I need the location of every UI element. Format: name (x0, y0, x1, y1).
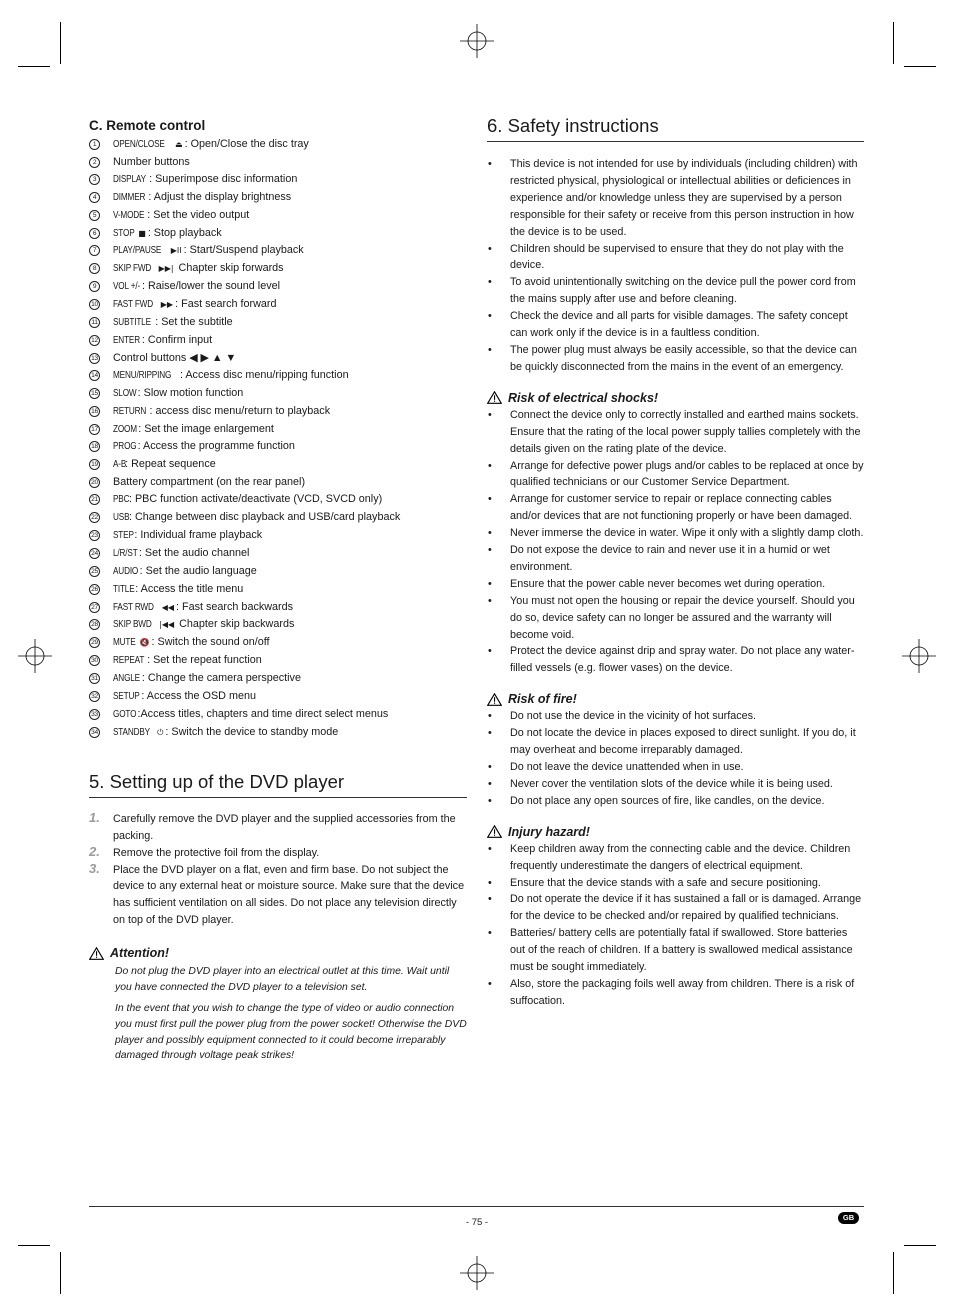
crop-mark (60, 22, 61, 64)
button-key-name: USB (113, 512, 130, 524)
injury-heading (487, 825, 864, 839)
button-key-name: SUBTITLE (113, 317, 151, 329)
attention-heading (89, 946, 467, 960)
remote-control-item (89, 136, 467, 154)
item-description: : Set the subtitle (155, 316, 233, 329)
item-number: 19 (89, 459, 100, 470)
setup-section-title: 5. Setting up of the DVD player (89, 771, 467, 798)
item-description: : Adjust the display brightness (148, 190, 292, 203)
item-number: 20 (89, 477, 100, 488)
item-description: : Change between disc playback and USB/card playback (128, 511, 401, 524)
left-column (89, 118, 467, 1064)
remote-control-item (89, 438, 467, 456)
step-text: Carefully remove the DVD player and the supplied accessories from the packing. (113, 812, 456, 842)
item-description: : Fast search forward (175, 298, 277, 311)
attention-paragraph: Do not plug the DVD player into an electrical outlet at this time. Wait until you have connected the DVD player to a television set. (115, 966, 450, 993)
item-description: Number buttons (113, 155, 190, 168)
item-number: 34 (89, 727, 100, 738)
remote-control-item (89, 242, 467, 260)
button-key-name: PLAY/PAUSE (113, 245, 162, 257)
item-description: : Set the image enlargement (138, 422, 274, 435)
item-number: 2 (89, 157, 100, 168)
safety-bullet: • This device is not intended for use by individuals (including children) with restricted physical, physiological or intellectual abilities or deficiences in experience and/or knowledge unless they are supervised by a person responsible for their safety or receive from this person instruction in how the device is to be used. (487, 156, 864, 241)
item-description: : Open/Close the disc tray (184, 138, 309, 150)
fire-heading (487, 692, 864, 706)
button-key-name: PBC (113, 494, 130, 506)
warning-triangle-icon (487, 693, 502, 706)
button-symbol-icon: ▶▶| (158, 264, 174, 274)
safety-bullet: • Also, store the packaging foils well away from children. There is a risk of suffocation. (487, 976, 864, 1010)
item-number: 17 (89, 424, 100, 435)
button-key-name: ENTER (113, 334, 140, 346)
safety-bullet: • Arrange for defective power plugs and/or cables to be replaced at once by qualified technicians or our Customer Service Department. (487, 458, 864, 492)
remote-control-item (89, 385, 467, 403)
button-key-name: SETUP (113, 691, 140, 703)
attention-text (89, 964, 467, 1064)
remote-control-item (89, 367, 467, 385)
button-key-name: MENU/RIPPING (113, 369, 172, 381)
safety-bullet: • Do not place any open sources of fire, like candles, on the device. (487, 793, 864, 810)
electrical-safety-list (487, 407, 864, 678)
safety-bullet: • Do not operate the device if it has sustained a fall or is damaged. Arrange for the device to be checked and/or repaired by qualified technicians. (487, 891, 864, 925)
item-number: 6 (89, 228, 100, 239)
button-key-name: SLOW (113, 387, 137, 399)
step-number: 1. (89, 809, 100, 825)
footer-divider (89, 1206, 864, 1207)
item-number: 13 (89, 353, 100, 364)
safety-bullet: • Check the device and all parts for visible damages. The safety concept can work only if the device is in a faultless condition. (487, 308, 864, 342)
button-key-name: MUTE (113, 637, 136, 649)
setup-step (89, 845, 467, 862)
item-description: : Set the audio language (139, 564, 257, 577)
setup-step (89, 862, 467, 930)
remote-control-list (89, 136, 467, 742)
item-number: 23 (89, 530, 100, 541)
button-key-name: STANDBY (113, 726, 150, 738)
item-number: 1 (89, 139, 100, 150)
item-number: 7 (89, 245, 100, 256)
step-text: Place the DVD player on a flat, even and firm base. Do not subject the device to any external heat or moisture source. Make sure that the device has sufficient ventilation on all sides. Do not place any television directly on top of the DVD player. (113, 863, 465, 927)
remote-control-item (89, 314, 467, 332)
safety-bullet: • Never cover the ventilation slots of the device while it is being used. (487, 776, 864, 793)
item-number: 5 (89, 210, 100, 221)
attention-label: Attention! (110, 946, 170, 961)
button-key-name: SKIP BWD (113, 619, 152, 631)
item-description: : Stop playback (147, 226, 222, 239)
warning-triangle-icon (487, 391, 502, 404)
button-key-name: TITLE (113, 583, 135, 595)
button-key-name: STOP (113, 227, 135, 239)
language-badge: GB (838, 1212, 859, 1224)
item-description: Chapter skip backwards (176, 618, 295, 631)
button-key-name: AUDIO (113, 565, 139, 577)
remote-control-item (89, 260, 467, 278)
remote-control-item (89, 652, 467, 670)
item-description: : Individual frame playback (134, 528, 263, 541)
item-number: 31 (89, 673, 100, 684)
item-description: : Set the repeat function (147, 654, 262, 667)
item-description: : Set the audio channel (138, 546, 250, 559)
setup-steps (89, 811, 467, 929)
crop-mark (18, 1245, 50, 1246)
remote-control-item (89, 421, 467, 439)
button-key-name: DISPLAY (113, 173, 146, 185)
page-number: - 75 - (465, 1217, 489, 1228)
item-number: 33 (89, 709, 100, 720)
warning-triangle-icon (487, 825, 502, 838)
crop-mark (18, 66, 50, 67)
item-description: :Access titles, chapters and time direct select menus (137, 708, 389, 720)
safety-bullet: • Do not locate the device in places exposed to direct sunlight. If you do, it may overheat and become irreparably damaged. (487, 725, 864, 759)
attention-paragraph: In the event that you wish to change the type of video or audio connection you must first pull the power plug from the power socket! Otherwise the DVD player and possibly equipment connected to it could become irreparably damaged through voltage peak strikes! (115, 1003, 467, 1062)
remote-control-item (89, 563, 467, 581)
button-key-name: L/R/ST (113, 547, 138, 559)
button-key-name: REPEAT (113, 655, 145, 667)
item-description: Control buttons ◀ ▶ ▲ ▼ (113, 351, 237, 364)
button-key-name: SKIP FWD (113, 263, 152, 275)
item-description: : Confirm input (141, 333, 213, 346)
remote-control-item (89, 189, 467, 207)
crop-mark (904, 1245, 936, 1246)
registration-mark (460, 1256, 494, 1290)
item-number: 30 (89, 655, 100, 666)
safety-bullet: • The power plug must always be easily accessible, so that the device can be quickly disconnected from the mains in the event of an emergency. (487, 342, 864, 376)
button-key-name: GOTO (113, 709, 137, 720)
remote-control-item (89, 724, 467, 742)
button-symbol-icon: ⏻ (157, 727, 164, 737)
item-description: : Slow motion function (137, 386, 244, 399)
safety-bullet: • You must not open the housing or repair the device yourself. Should you do so, device safety can no longer be assured and the warranty will become void. (487, 593, 864, 644)
remote-control-item (89, 456, 467, 474)
item-description: Chapter skip forwards (175, 262, 284, 275)
crop-mark (60, 1252, 61, 1294)
button-key-name: ANGLE (113, 673, 140, 685)
item-description: : Switch the sound on/off (151, 636, 270, 649)
remote-control-item (89, 225, 467, 243)
injury-safety-list (487, 841, 864, 1010)
electrical-label: Risk of electrical shocks! (508, 390, 659, 405)
item-description: : Raise/lower the sound level (141, 280, 281, 293)
remote-control-item (89, 171, 467, 189)
item-number: 29 (89, 637, 100, 648)
remote-control-item (89, 509, 467, 527)
safety-bullet: • Batteries/ battery cells are potentially fatal if swallowed. Store batteries out of the reach of children. If a battery is swallowed medical assistance must be sought immediately. (487, 925, 864, 976)
right-column (487, 115, 864, 1010)
item-number: 25 (89, 566, 100, 577)
item-number: 4 (89, 192, 100, 203)
remote-control-item (89, 634, 467, 652)
remote-control-item (89, 545, 467, 563)
button-key-name: DIMMER (113, 191, 146, 203)
step-number: 3. (89, 860, 100, 876)
setup-step (89, 811, 467, 845)
button-key-name: V-MODE (113, 209, 145, 221)
warning-triangle-icon (89, 947, 104, 960)
crop-mark (893, 22, 894, 64)
item-description: : Change the camera perspective (141, 672, 301, 685)
item-description: : Access disc menu/ripping function (179, 368, 349, 381)
general-safety-list (487, 156, 864, 376)
item-description: : Access the OSD menu (141, 690, 256, 703)
item-description: : Repeat sequence (125, 458, 216, 471)
button-symbol-icon: ■ (138, 228, 146, 238)
safety-bullet: • Children should be supervised to ensure that they do not play with the device. (487, 241, 864, 275)
safety-bullet: • Protect the device against drip and spray water. Do not place any water-filled vessels (e.g. flower vases) on the device. (487, 643, 864, 677)
safety-bullet: • To avoid unintentionally switching on the device pull the power cord from the mains supply after use and before cleaning. (487, 274, 864, 308)
safety-bullet: • Do not leave the device unattended when in use. (487, 759, 864, 776)
item-description: : PBC function activate/deactivate (VCD, SVCD only) (128, 493, 383, 506)
remote-control-item (89, 706, 467, 724)
button-symbol-icon: ▶▶ (160, 300, 174, 310)
item-number: 10 (89, 299, 100, 310)
item-number: 3 (89, 174, 100, 185)
safety-bullet: • Arrange for customer service to repair or replace connecting cables and/or devices that are not functioning properly or have been damaged. (487, 491, 864, 525)
step-text: Remove the protective foil from the display. (113, 846, 320, 859)
button-symbol-icon: ⏏ (175, 140, 183, 149)
remote-control-item (89, 491, 467, 509)
remote-control-item (89, 527, 467, 545)
remote-control-item (89, 207, 467, 225)
item-description: : Access the programme function (137, 440, 295, 453)
remote-control-item (89, 670, 467, 688)
remote-control-item (89, 154, 467, 171)
fire-label: Risk of fire! (508, 692, 577, 707)
button-key-name: OPEN/CLOSE (113, 139, 165, 150)
button-key-name: RETURN (113, 405, 147, 417)
item-description: : Superimpose disc information (149, 172, 298, 185)
button-key-name: STEP (113, 529, 134, 541)
button-key-name: PROG (113, 441, 137, 453)
remote-control-item (89, 278, 467, 296)
button-symbol-icon: ▶II (170, 246, 182, 256)
remote-control-item (89, 296, 467, 314)
item-description: Battery compartment (on the rear panel) (113, 476, 306, 489)
step-number: 2. (89, 843, 100, 859)
fire-safety-list (487, 708, 864, 809)
item-description: : access disc menu/return to playback (149, 404, 331, 417)
item-description: : Switch the device to standby mode (165, 725, 339, 738)
electrical-heading (487, 391, 864, 405)
item-description: : Access the title menu (135, 582, 244, 595)
item-number: 24 (89, 548, 100, 559)
item-number: 22 (89, 512, 100, 523)
registration-mark (460, 24, 494, 58)
remote-control-heading: C. Remote control (89, 118, 206, 133)
button-key-name: FAST FWD (113, 299, 154, 311)
item-number: 28 (89, 619, 100, 630)
item-description: : Set the video output (147, 208, 250, 221)
safety-bullet: • Ensure that the device stands with a safe and secure positioning. (487, 875, 864, 892)
safety-section-title: 6. Safety instructions (487, 115, 864, 142)
remote-control-item (89, 581, 467, 599)
registration-mark (902, 639, 936, 673)
remote-control-item (89, 688, 467, 706)
button-symbol-icon: 🔇 (139, 638, 150, 648)
remote-control-item (89, 474, 467, 491)
item-number: 21 (89, 494, 100, 505)
item-number: 8 (89, 263, 100, 274)
crop-mark (893, 1252, 894, 1294)
remote-control-item (89, 599, 467, 617)
item-number: 14 (89, 370, 100, 381)
safety-bullet: • Do not use the device in the vicinity of hot surfaces. (487, 708, 864, 725)
injury-label: Injury hazard! (508, 824, 590, 839)
remote-control-item (89, 332, 467, 350)
item-number: 12 (89, 335, 100, 346)
remote-control-item (89, 403, 467, 421)
button-key-name: VOL +/- (113, 281, 141, 293)
button-symbol-icon: ◀◀ (161, 602, 175, 612)
safety-bullet: • Do not expose the device to rain and never use it in a humid or wet environment. (487, 542, 864, 576)
item-number: 27 (89, 602, 100, 613)
remote-control-item (89, 350, 467, 367)
item-number: 18 (89, 441, 100, 452)
safety-bullet: • Keep children away from the connecting cable and the device. Children frequently underestimate the dangers of electrical equipment. (487, 841, 864, 875)
safety-bullet: • Ensure that the power cable never becomes wet during operation. (487, 576, 864, 593)
item-number: 16 (89, 406, 100, 417)
button-key-name: ZOOM (113, 423, 137, 435)
crop-mark (904, 66, 936, 67)
button-key-name: A-B (113, 459, 127, 471)
safety-bullet: • Connect the device only to correctly installed and earthed mains sockets. Ensure that the rating of the local power supply tallies completely with the details given on the rating plate of the device. (487, 407, 864, 458)
safety-bullet: • Never immerse the device in water. Wipe it only with a slightly damp cloth. (487, 525, 864, 542)
item-number: 15 (89, 388, 100, 399)
item-description: : Fast search backwards (176, 600, 294, 613)
item-description: : Start/Suspend playback (183, 244, 304, 257)
button-key-name: FAST RWD (113, 601, 154, 613)
item-number: 32 (89, 691, 100, 702)
button-symbol-icon: |◀◀ (159, 620, 175, 630)
item-number: 26 (89, 584, 100, 595)
registration-mark (18, 639, 52, 673)
item-number: 9 (89, 281, 100, 292)
remote-control-item (89, 616, 467, 634)
item-number: 11 (89, 317, 100, 328)
